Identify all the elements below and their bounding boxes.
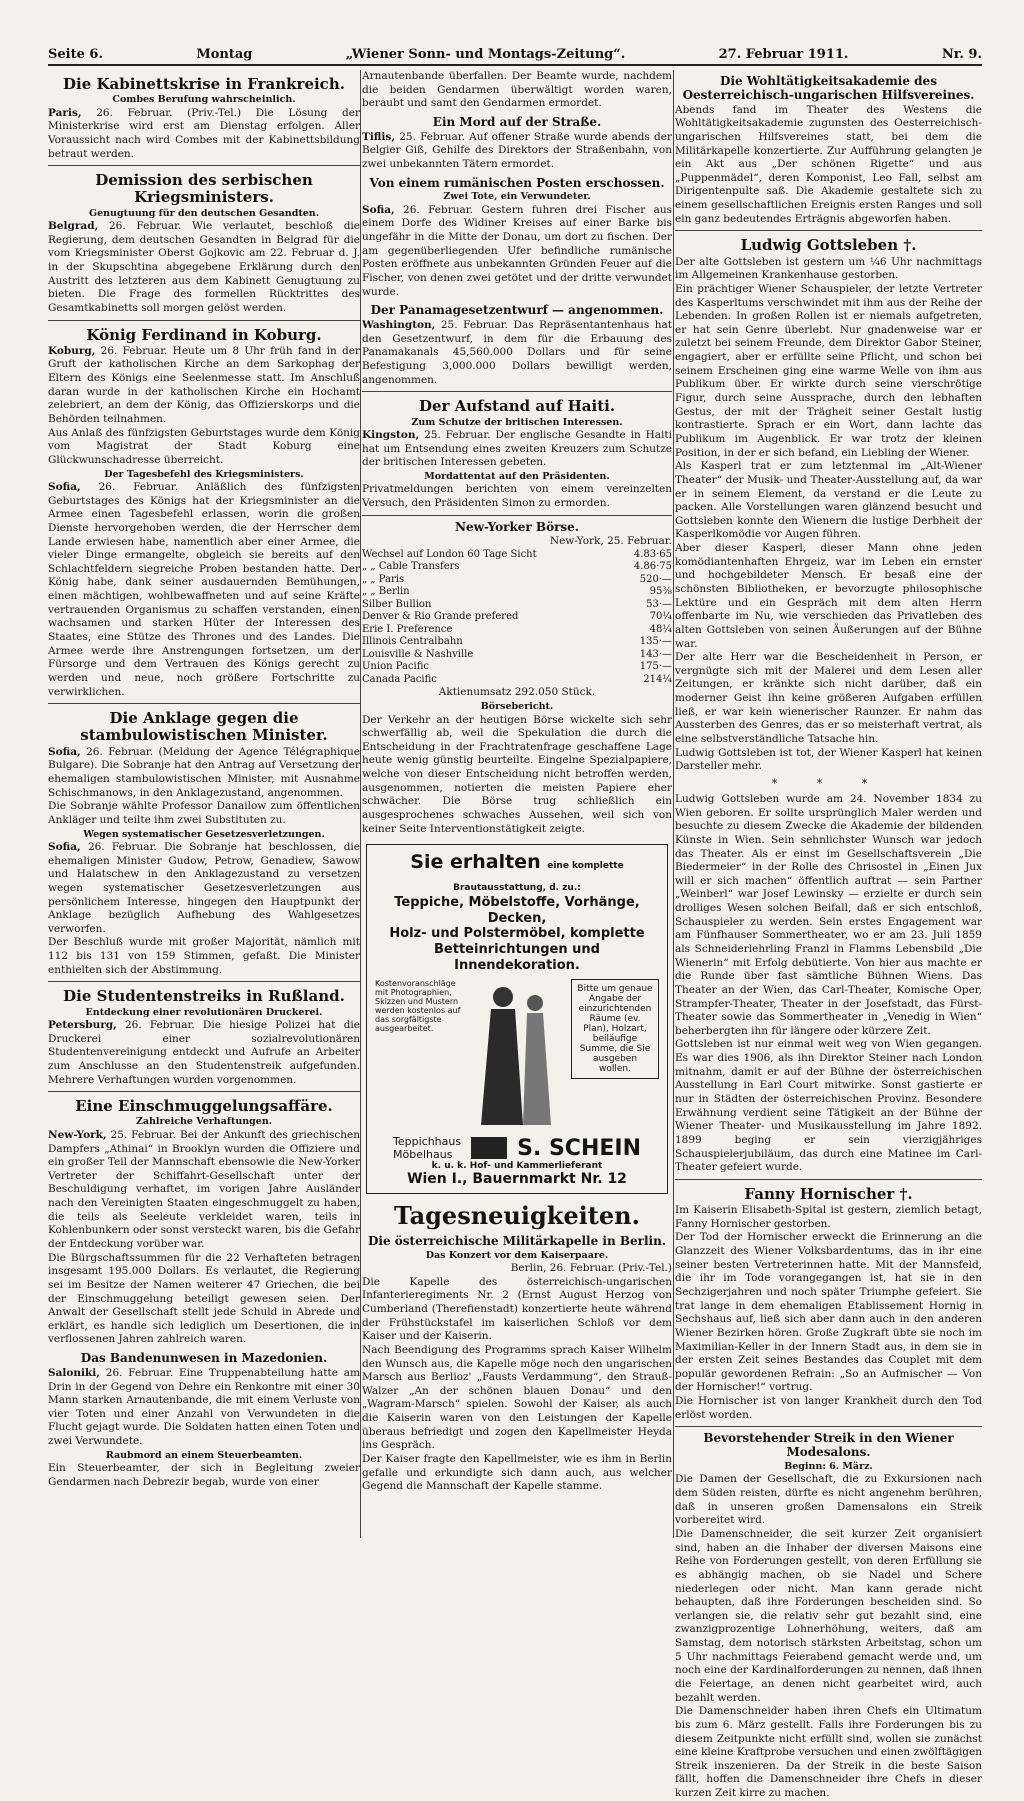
article-body: Ludwig Gottsleben wurde am 24. November 1834 zu Wien geboren. Er sollte ursprünglich Maler werden und besuchte zu diesem Zwecke die Akademie der bildenden Künste in Wien. Sein sehnlichster Wunsch war jedoch das Theater. Als er einst im Gesellschaftsverein „Die Biedermeier“ in der Rolle des Chrisostel in „Einen Jux will er sich machen“ öffentlich auftrat — sein Partner „Weinberl“ war Josef Lewinsky — erzielte er durch sein drolliges Wesen solchen Beifall, daß er sich entschloß, Schauspieler zu werden. Sein erstes Engagement war am Fünfhauser Sommertheater, wo er am 23. Juli 1859 als Schneiderlehrling Franzl in Flamms Lebensbild „Die Wienerin“ mit Erfolg debütierte. Von hier aus machte er die Runde über fast sämtliche Bühnen Wiens. Das Theater an der Wien, das Carl-Theater, Komische Oper, Strampfer-Theater, Theater in der Josefstadt, das Fürst-Theater sowie das Sommertheater in „Venedig in Wien“ beherbergten ihn für längere oder kürzere Zeit. — [675, 792, 982, 1037]
dateline: New-York, — [48, 1128, 107, 1141]
article-headline: Ein Mord auf der Straße. — [432, 114, 602, 129]
article-headline: Eine Einschmuggelungsaffäre. — [75, 1097, 333, 1116]
dateline: Kingston, — [362, 428, 420, 441]
article-subheadline: Der Tagesbefehl des Kriegsministers. — [104, 468, 304, 480]
dateline: Paris, — [48, 106, 82, 119]
article-headline: Bevorstehender Streik in den Wiener Modesalons. — [703, 1431, 954, 1460]
article-body: Aber dieser Kasperl, dieser Mann ohne jeden komödiantenhaften Ehrgeiz, war im Leben ein ernster und hochgebildeter Mensch. Er besaß eine der schönsten Bibliotheken, er bevorzugte philosophische Lektüre und ein Gespräch mit dem alten Herrn offenbarte im Nu, wie verschieden das Privatleben des alten Gottsleben von seinen Äußerungen auf der Bühne war. — [675, 542, 982, 650]
article-body: Aus Anlaß des fünfzigsten Geburtstages wurde dem König vom Magistrat der Stadt Koburg eine Glückwunschadresse überreicht. — [48, 426, 360, 466]
article-subheadline: Raubmord an einem Steuerbeamten. — [105, 1449, 303, 1461]
article-text: 26. Februar. (Meldung der Agence Télégraphique Bulgare). Die Sobranje hat den Antrag auf Versetzung der ehemaligen stambulowistischen Minister, mit Ausnahme Schischmanows, in den Anklagezustand, angenommen. — [48, 745, 360, 799]
article-headline: Der Aufstand auf Haiti. — [418, 397, 616, 416]
stock-table — [362, 549, 672, 687]
article-body — [48, 481, 360, 699]
column-divider — [360, 70, 361, 1538]
article-text: 26. Februar. Die Sobranje hat beschlossen, die ehemaligen Minister Gudow, Petrow, Genadiew, Sawow und Halatschew in den Anklagezustand zu versetzen wegen systematischer Gesetzesverletzungen aus persönlichem Interesse, hingegen den Hauptpunkt der Anklage bezüglich Aufhebung des Wahlgesetzes verworfen. — [48, 840, 360, 935]
article-body: Die Hornischer ist von langer Krankheit durch den Tod erlöst worden. — [675, 1395, 982, 1421]
article-subheadline: Das Konzert vor dem Kaiserpaare. — [425, 1249, 609, 1261]
article-text: 26. Februar. Anläßlich des fünfzigsten Geburtstages des Königs hat der Kriegsminister an die Armee einen Tagesbefehl erlassen, worin die großen Dienste hervorgehoben werden, die der Herrscher dem Lande erwiesen habe, namentlich aber einer Armee, die vieler Dinge ermangelte, obgleich sie bereits auf den Schlachtfeldern siegreiche Proben bestanden hatte. Der König habe, dank seiner ausdauernden Bemühungen, einen mächtigen, wohlbewaffneten und auf seine Kräfte vertrauenden Organismus zu schaffen verstanden, einen wachsamen und starken Hüter der Interessen des Staates, eine Stütze des Thrones und des Landes. Die Armee werde ihre Anstrengungen fortsetzen, um der Fürsorge und dem Vertrauen des Königs gerecht zu werden und neue, noch größere Fortschritte zu verwirklichen. — [48, 480, 360, 698]
stock-price: 143·— — [639, 648, 672, 660]
stock-name: „ „ Berlin — [362, 586, 410, 598]
shop-address: Wien I., Bauernmarkt Nr. 12 — [407, 1171, 627, 1188]
article-body — [48, 746, 360, 801]
article-body: Die Damenschneider, die seit kurzer Zeit organisiert sind, haben an die Inhaber der diversen Maisons eine Reihe von Forderungen gestellt, von deren Erfüllung sie es abhängig machen, ob sie Nadel und Schere niederlegen oder nicht. Man kann gerade nicht behaupten, daß ihre Forderungen bescheiden sind. So verlangen sie, die relativ sehr gut bezahlt sind, eine zwanzigprozentige Lohnerhöhung, weiters, daß am Samstag, dem notorisch stärksten Arbeitstag, schon um 5 Uhr nachmittags Feierabend gemacht werde und, um noch eine der Kardinalforderungen zu nennen, daß ihnen die Feiertage, an denen nicht gearbeitet wird, auch bezahlt werden. — [675, 1527, 982, 1704]
article-body — [362, 131, 672, 172]
article-body: Die Damen der Gesellschaft, die zu Exkursionen nach dem Süden reisten, dürfte es nicht angenehm berühren, daß in unseren großen Damensalons ein Streik vorbereitet wird. — [675, 1473, 982, 1527]
ad-note: Kostenvoranschläge mit Photographien, Skizzen und Mustern werden kostenlos auf das sorgfältigste ausgearbeitet. — [375, 979, 461, 1034]
newspaper-title: „Wiener Sonn- und Montags-Zeitung“. — [345, 46, 626, 62]
article-subheadline: Beginn: 6. März. — [784, 1460, 873, 1472]
section-headline: Tagesneuigkeiten. — [394, 1201, 640, 1231]
stock-name: „ „ Paris — [362, 573, 405, 585]
stock-table-body — [362, 549, 672, 687]
issue-number: Nr. 9. — [941, 46, 982, 62]
ad-request-box: Bitte um genaue Angabe der einzurichtenden Räume (ev. Plan), Holzart, beiläufige Summe, die Sie ausgeben wollen. — [571, 979, 659, 1079]
article-text: 25. Februar. Bei der Ankunft des griechischen Dampfers „Athinai“ in Brooklyn wurden die Offiziere und ein großer Teil der Mannschaft ebensowie die New-Yorker Vertreter der Schiffahrt-Gesellschaft unter der Beschuldigung verhaftet, im vorigen Jahre Ausländer nach den Vereinigten Staaten eingeschmuggelt zu haben, die teils als Seeleute verkleidet waren, teils in Kohlenbunkern oder sonst versteckt waren, bis die Gefahr der Entdeckung vorüber war. — [48, 1128, 361, 1250]
article-text: 25. Februar. Das Repräsentantenhaus hat den Gesetzentwurf, in dem für die Erbauung des Panamakanals 45,560.000 Dollars und für seine Befestigung 3,000.000 Dollars bewilligt werden, angenommen. — [362, 319, 672, 386]
article-body — [48, 345, 360, 427]
stock-name: „ „ Cable Transfers — [362, 561, 460, 573]
stock-turnover: Aktienumsatz 292.050 Stück. — [438, 686, 596, 699]
stock-price: 4.83·65 — [633, 548, 672, 560]
article-text: 26. Februar. Wie verlautet, beschloß die Regierung, dem deutschen Gesandten in Belgrad für die vom Kriegsminister Oberst Gojkovic am 22. Februar d. J. in der Skupschtina abgegebene Erklärung durch den Austritt des letzteren aus dem Kabinett Genugtuung zu bieten. Die Frage des formellen Rücktrittes des Gesamtkabinetts soll morgen gelöst werden. — [48, 220, 361, 314]
masthead — [48, 44, 982, 66]
article-subheadline: Wegen systematischer Gesetzesverletzungen. — [83, 828, 325, 840]
article-text: 25. Februar. Der englische Gesandte in Haiti hat um Entsendung eines zweiten Kreuzers zum Schutze der britischen Interessen gebeten. — [362, 428, 672, 469]
article-subheadline: Börsebericht. — [480, 701, 554, 713]
article-body: Der Kaiser fragte den Kapellmeister, wie es ihm in Berlin gefalle und erkundigte sich dann auch, aus welcher Gegend die Mannschaft der Kapelle stamme. — [362, 1453, 672, 1493]
article-headline: Von einem rumänischen Posten erschossen. — [369, 175, 665, 190]
ad-footer — [375, 1135, 659, 1161]
stock-price: 48¼ — [649, 623, 672, 635]
stock-row — [362, 574, 672, 587]
article-body — [362, 429, 672, 470]
article-body: Abends fand im Theater des Westens die Wohltätigkeitsakademie zugunsten des Oesterreichisch-ungarischen Hilfsvereines statt, bei dem die Militärkapelle konzertierte. Zur Aufführung gelangten je ein Akt aus „Der schönen Rigette“ und aus „Puppenmädel“, deren Komponist, Leo Fall, selbst am Dirigentenpulte saß. Die Akademie gestaltete sich zu einem gesellschaftlichen Ereignis ersten Ranges und soll ein ganz bedeutendes Erträgnis abgeworfen haben. — [675, 103, 982, 225]
article-body — [48, 841, 360, 936]
dateline: Berlin, 26. Februar. (Priv.-Tel.) — [510, 1262, 672, 1275]
article-headline: Die österreichische Militärkapelle in Berlin. — [368, 1233, 666, 1248]
article-body — [362, 319, 672, 387]
stock-row — [362, 599, 672, 612]
ad-illustration-area — [375, 979, 659, 1129]
article-body — [48, 1129, 360, 1252]
article-headline: Die Studentenstreiks in Rußland. — [63, 987, 345, 1006]
article-text: 26. Februar. Die hiesige Polizei hat die Druckerei einer sozialrevolutionären Studentenvereinigung entdeckt und Aufrufe an Arbeiter zum Anschlusse an den Studentenstreik aufgefunden. Mehrere Verhaftungen wurden vorgenommen. — [48, 1019, 360, 1086]
article-divider — [48, 703, 360, 704]
shop-name: S. SCHEIN — [517, 1135, 641, 1161]
article-body: Privatmeldungen berichten von einem vereinzelten Versuch, den Präsidenten Simon zu ermorden. — [362, 483, 672, 509]
article-divider — [675, 230, 982, 231]
article-body: Der Tod der Hornischer erweckt die Erinnerung an die Glanzzeit des Wiener Volksbardentums, das in ihr eine seiner besten Vertreterinnen hatte. Mit der Mannsfeld, die ihr im Tode vorangegangen ist, hat sie in den Sechzigerjahren und noch später Triumphe gefeiert. Sie trat lange in dem ehemaligen Etablissement Hornig in Sechshaus auf, ließ sich aber dann auch in den anderen Wiener Bezirken hören. Große Zugkraft übte sie noch im Maximilian-Keller in der Innern Stadt aus, in dem sie in der ersten Zeit seines Bestandes das Couplet mit dem populär gewordenen Refrain: „So an Aufmischer — Von der Hornischer!“ vortrug. — [675, 1231, 982, 1394]
article-body: Die Kapelle des österreichisch-ungarischen Infanterieregiments Nr. 2 (Ernst August Herzog von Cumberland (Therefienstadt) konzertierte heute während der Frühstückstafel im kaiserlichen Schloß vor dem Kaiser und der Kaiserin. — [362, 1275, 672, 1343]
ad-headline-text: Sie erhalten — [410, 851, 541, 874]
dateline: Sofia, — [48, 480, 81, 493]
article-divider — [675, 1426, 982, 1427]
article-body: Der alte Herr war die Bescheidenheit in Person, er vergnügte sich mit der Malerei und dem Lesen aller Zeitungen, er kränkte sich nicht darüber, daß ein moderner Geist ihn keine größeren Aufgaben erfüllen ließ, er war kein wienerischer Raunzer. Er nahm das Aussterben des Genres, das er so meisterhaft vertrat, als eine selbstverständliche Tatsache hin. — [675, 651, 982, 746]
article-headline: Ludwig Gottsleben †. — [740, 236, 917, 255]
shop-logo-icon — [471, 1137, 507, 1159]
stock-price: 70¼ — [649, 611, 672, 623]
article-body: Im Kaiserin Elisabeth-Spital ist gestern, ziemlich betagt, Fanny Hornischer gestorben. — [675, 1204, 982, 1230]
ad-headline-small: eine komplette Brautausstattung, d. zu.: — [453, 861, 624, 894]
article-body: Nach Beendigung des Programms sprach Kaiser Wilhelm den Wunsch aus, die Kapelle möge noch den ungarischen Marsch aus Berlioz' „Fausts Verdammung“, den Strauß-Walzer „An der schönen blauen Donau“ und den „Wagram-Marsch“ spielen. Sowohl der Kaiser, als auch die Kaiserin waren von den Leistungen der Kapelle überaus befriedigt und zogen den Kapellmeister Heyda ins Gespräch. — [362, 1343, 672, 1452]
stock-price: 4.86·75 — [633, 561, 672, 573]
article-subheadline: Zwei Tote, ein Verwundeter. — [443, 191, 591, 203]
article-body — [48, 220, 360, 315]
article-body — [48, 107, 360, 162]
dateline: Tiflis, — [362, 130, 395, 143]
stock-price: 175·— — [639, 661, 672, 673]
article-body — [48, 1019, 360, 1087]
ad-line: Holz- und Polstermöbel, komplette Betteinrichtungen und Innendekoration. — [389, 926, 645, 973]
stock-name: Erie I. Preference — [362, 623, 453, 635]
article-body: Ludwig Gottsleben ist tot, der Wiener Kasperl hat keinen Darsteller mehr. — [675, 746, 982, 773]
column-3 — [675, 70, 982, 1800]
article-divider — [48, 1091, 360, 1092]
article-text: 26. Februar. Heute um 8 Uhr früh fand in der Gruft der katholischen Kirche an dem Sarkophag der Eltern des Königs eine Seelenmesse statt. Im Anschluß daran wurde in der katholischen Kirche ein Hochamt zelebriert, an dem der König, das Offizierskorps und die Behörden teilnahmen. — [48, 344, 360, 426]
article-body: Die Damenschneider haben ihren Chefs ein Ultimatum bis zum 6. März gestellt. Falls ihre Forderungen bis zu diesem Zeitpunkte nicht erfüllt sind, wollen sie zunächst eine kleine Kraftprobe versuchen und einen zwölftägigen Streik inszenieren. Da der Streik in die beste Saison fällt, hoffen die Damenschneider ihre Chefs in dieser kurzen Zeit kirre zu machen. — [675, 1705, 982, 1800]
ad-shop-type: Teppichhaus — [393, 1135, 462, 1149]
stock-price: 520·— — [639, 573, 672, 585]
stock-price: 53·— — [646, 598, 672, 610]
article-text: 26. Februar. Gestern fuhren drei Fischer aus einem Dorfe des Widiner Kreises auf einer Barke bis ungefähr in die Mitte der Donau, um dort zu fischen. Der am gegenüberliegenden Ufer befindliche rumänische Posten eröffnete aus unbekannten Gründen Feuer auf die Fischer, von denen zwei getötet und der dritte verwundet wurde. — [362, 203, 672, 298]
article-headline: König Ferdinand in Koburg. — [86, 325, 322, 344]
dateline: Koburg, — [48, 344, 96, 357]
stock-name: Louisville & Nashville — [362, 648, 474, 660]
article-body: Arnautenbande überfallen. Der Beamte wurde, nachdem die beiden Gendarmen überwältigt worden waren, beraubt und samt den Gendarmen ermordet. — [362, 70, 672, 110]
stock-price: 135·— — [639, 636, 672, 648]
issue-date: 27. Februar 1911. — [718, 46, 849, 62]
dateline: New-York, 25. Februar. — [549, 535, 672, 548]
article-headline: Der Panamagesetzentwurf — angenommen. — [370, 303, 664, 318]
article-headline: Fanny Hornischer †. — [744, 1184, 913, 1203]
article-headline: Die Wohltätigkeitsakademie des Oesterreichisch-ungarischen Hilfsvereines. — [682, 74, 975, 102]
stock-row — [362, 649, 672, 662]
article-subheadline: Genugtuung für den deutschen Gesandten. — [88, 207, 320, 219]
column-divider — [673, 70, 674, 1538]
stock-row — [362, 586, 672, 599]
ad-line: Teppiche, Möbelstoffe, Vorhänge, Decken, — [394, 895, 640, 926]
dateline: Saloniki, — [48, 1366, 100, 1379]
ad-shop-types — [393, 1135, 461, 1161]
section-separator: * * * — [771, 776, 886, 790]
article-divider — [48, 165, 360, 166]
article-body: Die Sobranje wählte Professor Danailow zum öffentlichen Ankläger und teilte ihm zwei Substituten zu. — [48, 800, 360, 826]
article-divider — [362, 391, 672, 392]
article-subheadline: Combes Berufung wahrscheinlich. — [112, 94, 296, 106]
furniture-advertisement — [366, 844, 668, 1194]
article-divider — [675, 1179, 982, 1180]
article-subheadline: Entdeckung einer revolutionären Druckerei. — [85, 1006, 323, 1018]
dateline: Petersburg, — [48, 1019, 117, 1032]
stock-price: 95⅜ — [649, 586, 672, 598]
article-body: Ein prächtiger Wiener Schauspieler, der letzte Vertreter des Kasperltums verschwindet mit ihm aus der Reihe der Lebenden. In großen Rollen ist er niemals aufgetreten, er hat sein Genre überlebt. Nur gnadenweise war er zuletzt bei seinem Freunde, dem Direktor Gabor Steiner, engagiert, aber er erfüllte seine Pflicht, und schon bei seinem Erscheinen ging eine warme Welle von ihm aus Publikum über. Er wirkte durch seine vierschrötige Figur, durch seine Aussprache, durch den lebhaften Gestus, der mit der Trägheit seiner Gestalt lustig kontrastierte. Sprach er ein Wort, dann lachte das Publikum im Augenblick. Er war trotz der kleinen Position, in der er sich befand, ein Liebling der Wiener. — [675, 282, 982, 459]
article-subheadline: Zahlreiche Verhaftungen. — [135, 1116, 273, 1128]
article-divider — [362, 515, 672, 516]
ad-headline — [375, 851, 659, 895]
article-headline: Das Bandenunwesen in Mazedonien. — [80, 1351, 328, 1366]
article-body: Ein Steuerbeamter, der sich in Begleitung zweier Gendarmen nach Debrezir begab, wurde von einer — [48, 1462, 360, 1488]
dateline: Washington, — [362, 319, 436, 332]
shop-title: k. u. k. Hof- und Kammerlieferant — [431, 1161, 603, 1172]
article-divider — [48, 981, 360, 982]
article-headline: Demission des serbischen Kriegsministers. — [95, 171, 313, 207]
article-body: Der Verkehr an der heutigen Börse wickelte sich sehr schwerfällig ab, weil die Spekulation die durch die Entscheidung in der Frachtratenfrage geschaffene Lage heute wenig günstig beurteilte. Eingelne Spezialpapiere, welche von dieser Entscheidung nicht betroffen werden, ausgenommen, notierten die meisten Papiere eher schwächer. Die Börse trug schließlich ein ausgesprochenes schwaches Aussehen, weil sich von keiner Seite Interventionstätigkeit zeigte. — [362, 713, 672, 835]
stock-name: Illinois Centralbahn — [362, 636, 463, 648]
stock-row — [362, 636, 672, 649]
section-headline: New-Yorker Börse. — [455, 519, 579, 534]
stock-price: 214¼ — [643, 673, 672, 685]
dateline: Sofia, — [48, 745, 81, 758]
article-text: 25. Februar. Auf offener Straße wurde abends der Belgier Giß, Gehilfe des Direktors der Straßenbahn, von zwei unbekannten Tätern ermordet. — [362, 130, 672, 170]
stock-row — [362, 549, 672, 562]
column-2 — [362, 70, 672, 1538]
stock-name: Silber Bullion — [362, 598, 432, 610]
dateline: Belgrad, — [48, 220, 99, 233]
article-body — [362, 204, 672, 299]
stock-name: Denver & Rio Grande prefered — [362, 611, 519, 623]
article-divider — [48, 320, 360, 321]
stock-row — [362, 624, 672, 637]
dateline: Sofia, — [48, 840, 81, 853]
stock-row — [362, 661, 672, 674]
column-1 — [48, 70, 360, 1538]
article-subheadline: Mordattentat auf den Präsidenten. — [424, 470, 610, 482]
ad-shop-type: Möbelhaus — [393, 1148, 453, 1162]
article-body: Gottsleben ist nur einmal weit weg von Wien gegangen. Es war dies 1906, als ihn Direktor Steiner nach London mitnahm, damit er auf der Bühne der österreichischen Ausstellung in Earl Court mitwirke. Sonst gastierte er nur in Städten der österreichischen Provinz. Besondere Erwähnung verdient seine Tätigkeit an der Bühne der Wiener Theater- und Musikausstellung im Jahre 1892. 1899 beging er sein vierzigjähriges Schauspielerjubiläum, das durch eine Matinee im Carl-Theater gefeiert wurde. — [675, 1038, 982, 1174]
stock-name: Wechsel auf London 60 Tage Sicht — [362, 548, 537, 560]
article-subheadline: Zum Schutze der britischen Interessen. — [411, 416, 623, 428]
stock-row — [362, 674, 672, 687]
article-body — [48, 1367, 360, 1449]
article-body: Die Bürgschaftssummen für die 22 Verhafteten betragen insgesamt 195.000 Dollars. Es verlautet, die Regierung sei im Besitze der Namen weiterer 47 Griechen, die bei der Einschmuggelung beteiligt gewesen seien. Der Anwalt der Gesellschaft stellt jede Schuld in Abrede und erklärt, es handle sich lediglich um Desertionen, die in verflossenen Jahren zahlreich waren. — [48, 1251, 360, 1346]
article-body: Der alte Gottsleben ist gestern um ¼6 Uhr nachmittags im Allgemeinen Krankenhause gestorben. — [675, 255, 982, 282]
couple-illustration-icon — [477, 979, 557, 1129]
article-body: Der Beschluß wurde mit großer Majorität, nämlich mit 112 bis 131 von 159 Stimmen, gefaßt. Die Minister enthielten sich der Abstimmung. — [48, 936, 360, 976]
stock-name: Canada Pacific — [362, 673, 437, 685]
stock-row — [362, 561, 672, 574]
stock-row — [362, 611, 672, 624]
article-text: 26. Februar. (Priv.-Tel.) Die Lösung der Ministerkrise wird erst am Dienstag erfolgen. Aller Voraussicht nach wird Combes mit der Kabinettsbildung betraut werden. — [48, 106, 360, 160]
article-headline: Die Anklage gegen die stambulowistischen Minister. — [80, 709, 328, 745]
weekday: Montag — [196, 46, 253, 62]
dateline: Sofia, — [362, 203, 395, 216]
article-body: Als Kasperl trat er zum letztenmal im „Alt-Wiener Theater“ der Musik- und Theater-Ausstellung auf, da war er in seinem Element, da verstand er die Leute zu packen. Alle Vorstellungen waren glänzend besucht und Gottsleben konnte den Wienern die lustige Derbheit der Kasperlkomödie vor Augen führen. — [675, 460, 982, 541]
article-text: 26. Februar. Eine Truppenabteilung hatte am Drin in der Gegend von Dehre ein Renkontre mit einer 30 Mann starken Arnautenbande, die mit einem Verluste von vier Toten und einer Anzahl von Verwundeten in die Flucht gejagt wurde. Die Soldaten hatten einen Toten und zwei Verwundete. — [48, 1366, 360, 1448]
stock-name: Union Pacific — [362, 661, 430, 673]
page-number: Seite 6. — [48, 46, 103, 62]
article-headline: Die Kabinettskrise in Frankreich. — [63, 75, 345, 93]
